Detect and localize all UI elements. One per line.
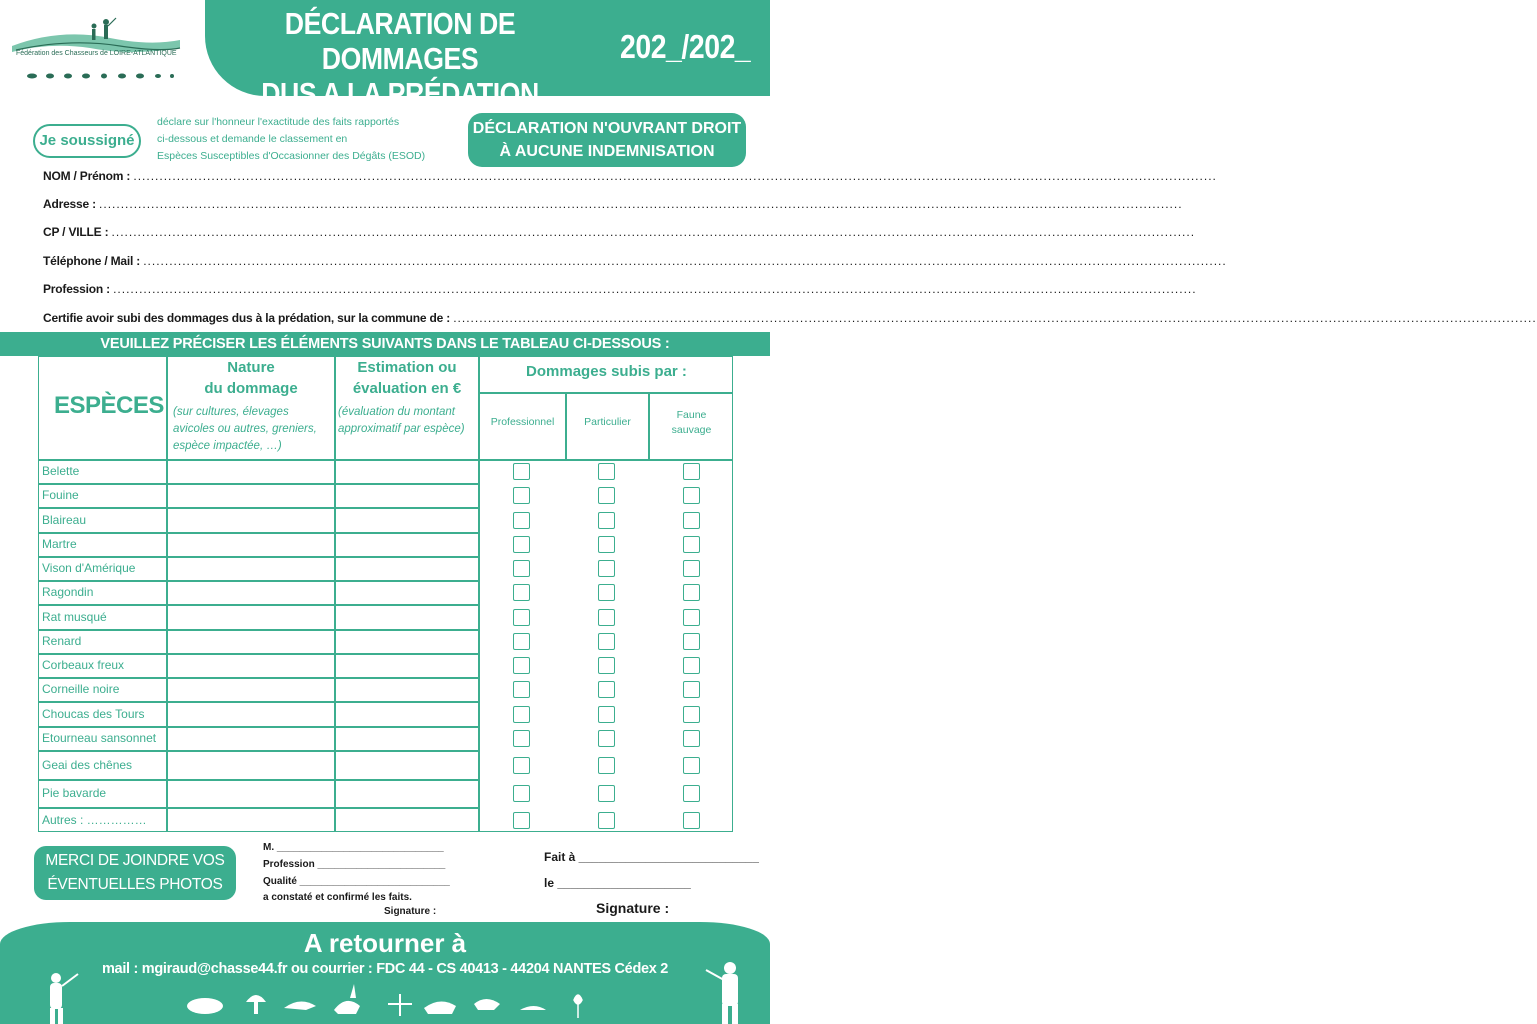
- checkbox-faune-sauvage[interactable]: [683, 487, 700, 504]
- species-label: Choucas des Tours: [42, 706, 145, 721]
- season-year: 202_/202_: [620, 28, 751, 65]
- row-divider: [38, 556, 478, 558]
- species-label: Rat musqué: [42, 609, 107, 624]
- row-divider: [38, 726, 478, 728]
- header-especes: ESPÈCES: [54, 392, 164, 419]
- checkbox-professionnel[interactable]: [513, 757, 530, 774]
- checkbox-faune-sauvage[interactable]: [683, 681, 700, 698]
- checkbox-particulier[interactable]: [598, 757, 615, 774]
- col-professionnel: Professionnel: [490, 416, 555, 428]
- checkbox-particulier[interactable]: [598, 463, 615, 480]
- checkbox-particulier[interactable]: [598, 706, 615, 723]
- hare-icon: [334, 984, 360, 1014]
- row-divider: [38, 459, 733, 461]
- checkbox-particulier[interactable]: [598, 487, 615, 504]
- species-label: Ragondin: [42, 585, 94, 599]
- checkbox-professionnel[interactable]: [513, 560, 530, 577]
- row-divider: [38, 507, 478, 509]
- row-divider: [38, 604, 478, 606]
- checkbox-particulier[interactable]: [598, 681, 615, 698]
- animals-frieze: [0, 980, 770, 1024]
- checkbox-professionnel[interactable]: [513, 536, 530, 553]
- checkbox-faune-sauvage[interactable]: [683, 584, 700, 601]
- field-commune[interactable]: Certifie avoir subi des dommages dus à la prédation, sur la commune de : ..........................................................................................................................................................................................................................................................: [43, 311, 1537, 325]
- checkbox-faune-sauvage[interactable]: [683, 463, 700, 480]
- checkbox-particulier[interactable]: [598, 512, 615, 529]
- checkbox-particulier[interactable]: [598, 609, 615, 626]
- checkbox-particulier[interactable]: [598, 785, 615, 802]
- checkbox-professionnel[interactable]: [513, 609, 530, 626]
- field-cp-ville[interactable]: CP / VILLE : ..........................................................................................................................................................................................................................................................: [43, 225, 1196, 239]
- species-label: Geai des chênes: [42, 757, 133, 772]
- row-divider: [38, 750, 478, 752]
- date-field[interactable]: le ____________________: [544, 876, 691, 890]
- species-label: Renard: [42, 634, 82, 648]
- checkbox-professionnel[interactable]: [513, 812, 530, 829]
- checkbox-professionnel[interactable]: [513, 487, 530, 504]
- checkbox-professionnel[interactable]: [513, 785, 530, 802]
- checkbox-professionnel[interactable]: [513, 463, 530, 480]
- flower-icon: [574, 995, 582, 1018]
- witness-name[interactable]: M. ______________________________: [263, 842, 444, 853]
- checkbox-particulier[interactable]: [598, 633, 615, 650]
- contact-line: mail : mgiraud@chasse44.fr ou courrier : FDC 44 - CS 40413 - 44204 NANTES Cédex 2: [101, 961, 669, 977]
- return-title: A retourner à: [303, 928, 467, 958]
- species-label: Corbeaux freux: [42, 658, 125, 672]
- checkbox-professionnel[interactable]: [513, 633, 530, 650]
- duck-icon: [474, 999, 500, 1010]
- title-line-1: DÉCLARATION DE DOMMAGES: [284, 6, 516, 76]
- species-label: Vison d'Amérique: [42, 561, 136, 575]
- no-indemnity-badge: DÉCLARATION N'OUVRANT DROIT À AUCUNE INDEMNISATION: [468, 113, 746, 167]
- witness-profession[interactable]: Profession _______________________: [263, 859, 446, 870]
- title-line-2: DUS A LA PRÉDATION: [261, 76, 539, 111]
- checkbox-particulier[interactable]: [598, 812, 615, 829]
- row-divider: [38, 677, 478, 679]
- row-divider: [38, 483, 478, 485]
- field-nom-prenom[interactable]: NOM / Prénom : ..........................................................................................................................................................................................................................................................: [43, 169, 1217, 183]
- field-telephone-mail[interactable]: Téléphone / Mail : ..........................................................................................................................................................................................................................................................: [43, 254, 1227, 268]
- page-title: [228, 6, 572, 111]
- row-divider: [478, 392, 733, 394]
- checkbox-professionnel[interactable]: [513, 706, 530, 723]
- checkbox-faune-sauvage[interactable]: [683, 812, 700, 829]
- species-label: Belette: [42, 464, 80, 478]
- nature-hint: (sur cultures, élevages avicoles ou autres, greniers, espèce impactée, …): [173, 406, 317, 452]
- logo-text: Fédération des Chasseurs de LOIRE-ATLANTIQUE: [16, 50, 177, 57]
- email-link[interactable]: mgiraud@chasse44.fr: [141, 961, 288, 977]
- species-label: Blaireau: [42, 512, 87, 527]
- checkbox-faune-sauvage[interactable]: [683, 633, 700, 650]
- estimation-hint: (évaluation du montant approximatif par espèce): [338, 406, 465, 435]
- col-divider: [334, 356, 336, 832]
- checkbox-professionnel[interactable]: [513, 512, 530, 529]
- checkbox-particulier[interactable]: [598, 730, 615, 747]
- species-label: Autres : ……………: [42, 812, 147, 827]
- species-label: Pie bavarde: [42, 786, 107, 800]
- checkbox-faune-sauvage[interactable]: [683, 512, 700, 529]
- header-estimation: Estimation ou évaluation en €: [352, 359, 462, 397]
- photos-request-badge: MERCI DE JOINDRE VOS ÉVENTUELLES PHOTOS: [34, 846, 236, 900]
- row-divider: [38, 580, 478, 582]
- bird-icon: [284, 1001, 316, 1010]
- field-adresse[interactable]: Adresse : ..........................................................................................................................................................................................................................................................: [43, 197, 1183, 211]
- row-divider: [38, 779, 478, 781]
- witness-signature[interactable]: Signature :: [384, 906, 437, 917]
- checkbox-professionnel[interactable]: [513, 730, 530, 747]
- checkbox-faune-sauvage[interactable]: [683, 757, 700, 774]
- checkbox-faune-sauvage[interactable]: [683, 609, 700, 626]
- checkbox-professionnel[interactable]: [513, 584, 530, 601]
- dragonfly-icon: [388, 994, 412, 1016]
- witness-qualite[interactable]: Qualité ___________________________: [263, 876, 450, 887]
- checkbox-faune-sauvage[interactable]: [683, 785, 700, 802]
- col-particulier: Particulier: [584, 416, 631, 428]
- species-label: Etourneau sansonnet: [42, 731, 157, 745]
- col-divider: [166, 356, 168, 832]
- checkbox-professionnel[interactable]: [513, 681, 530, 698]
- species-label: Martre: [42, 537, 77, 551]
- checkbox-professionnel[interactable]: [513, 657, 530, 674]
- checkbox-particulier[interactable]: [598, 584, 615, 601]
- col-faune-sauvage: Faune sauvage: [671, 409, 712, 436]
- checkbox-faune-sauvage[interactable]: [683, 536, 700, 553]
- checkbox-faune-sauvage[interactable]: [683, 657, 700, 674]
- witness-confirm-text: a constaté et confirmé les faits.: [263, 892, 412, 903]
- rabbit-icon: [520, 1006, 546, 1010]
- header-dommages-subis: Dommages subis par :: [526, 363, 687, 380]
- table-banner: VEUILLEZ PRÉCISER LES ÉLÉMENTS SUIVANTS DANS LE TABLEAU CI-DESSOUS :: [0, 332, 770, 356]
- je-soussigne-badge: Je soussigné: [33, 124, 141, 158]
- boar-icon: [187, 998, 223, 1014]
- species-label: Corneille noire: [42, 682, 120, 696]
- checkbox-faune-sauvage[interactable]: [683, 706, 700, 723]
- header-nature: Nature du dommage: [204, 359, 298, 397]
- fox-icon: [424, 1001, 456, 1014]
- declaration-text: déclare sur l'honneur l'exactitude des faits rapportés ci-dessous et demande le classement en Espèces Susceptibles d'Occasionner des Dégâts (ESOD): [157, 116, 426, 162]
- checkbox-particulier[interactable]: [598, 657, 615, 674]
- signature-field[interactable]: Signature :: [596, 900, 670, 916]
- field-profession[interactable]: Profession : ..........................................................................................................................................................................................................................................................: [43, 282, 1197, 296]
- fait-a-field[interactable]: Fait à ___________________________: [544, 850, 759, 864]
- mushroom-icon: [246, 995, 266, 1014]
- row-divider: [38, 701, 478, 703]
- hunter-left-icon: [50, 973, 78, 1024]
- row-divider: [38, 653, 478, 655]
- checkbox-particulier[interactable]: [598, 536, 615, 553]
- row-divider: [38, 629, 478, 631]
- checkbox-faune-sauvage[interactable]: [683, 730, 700, 747]
- row-divider: [38, 807, 478, 809]
- federation-logo: [10, 12, 182, 80]
- row-divider: [38, 532, 478, 534]
- checkbox-faune-sauvage[interactable]: [683, 560, 700, 577]
- species-label: Fouine: [42, 488, 79, 502]
- checkbox-particulier[interactable]: [598, 560, 615, 577]
